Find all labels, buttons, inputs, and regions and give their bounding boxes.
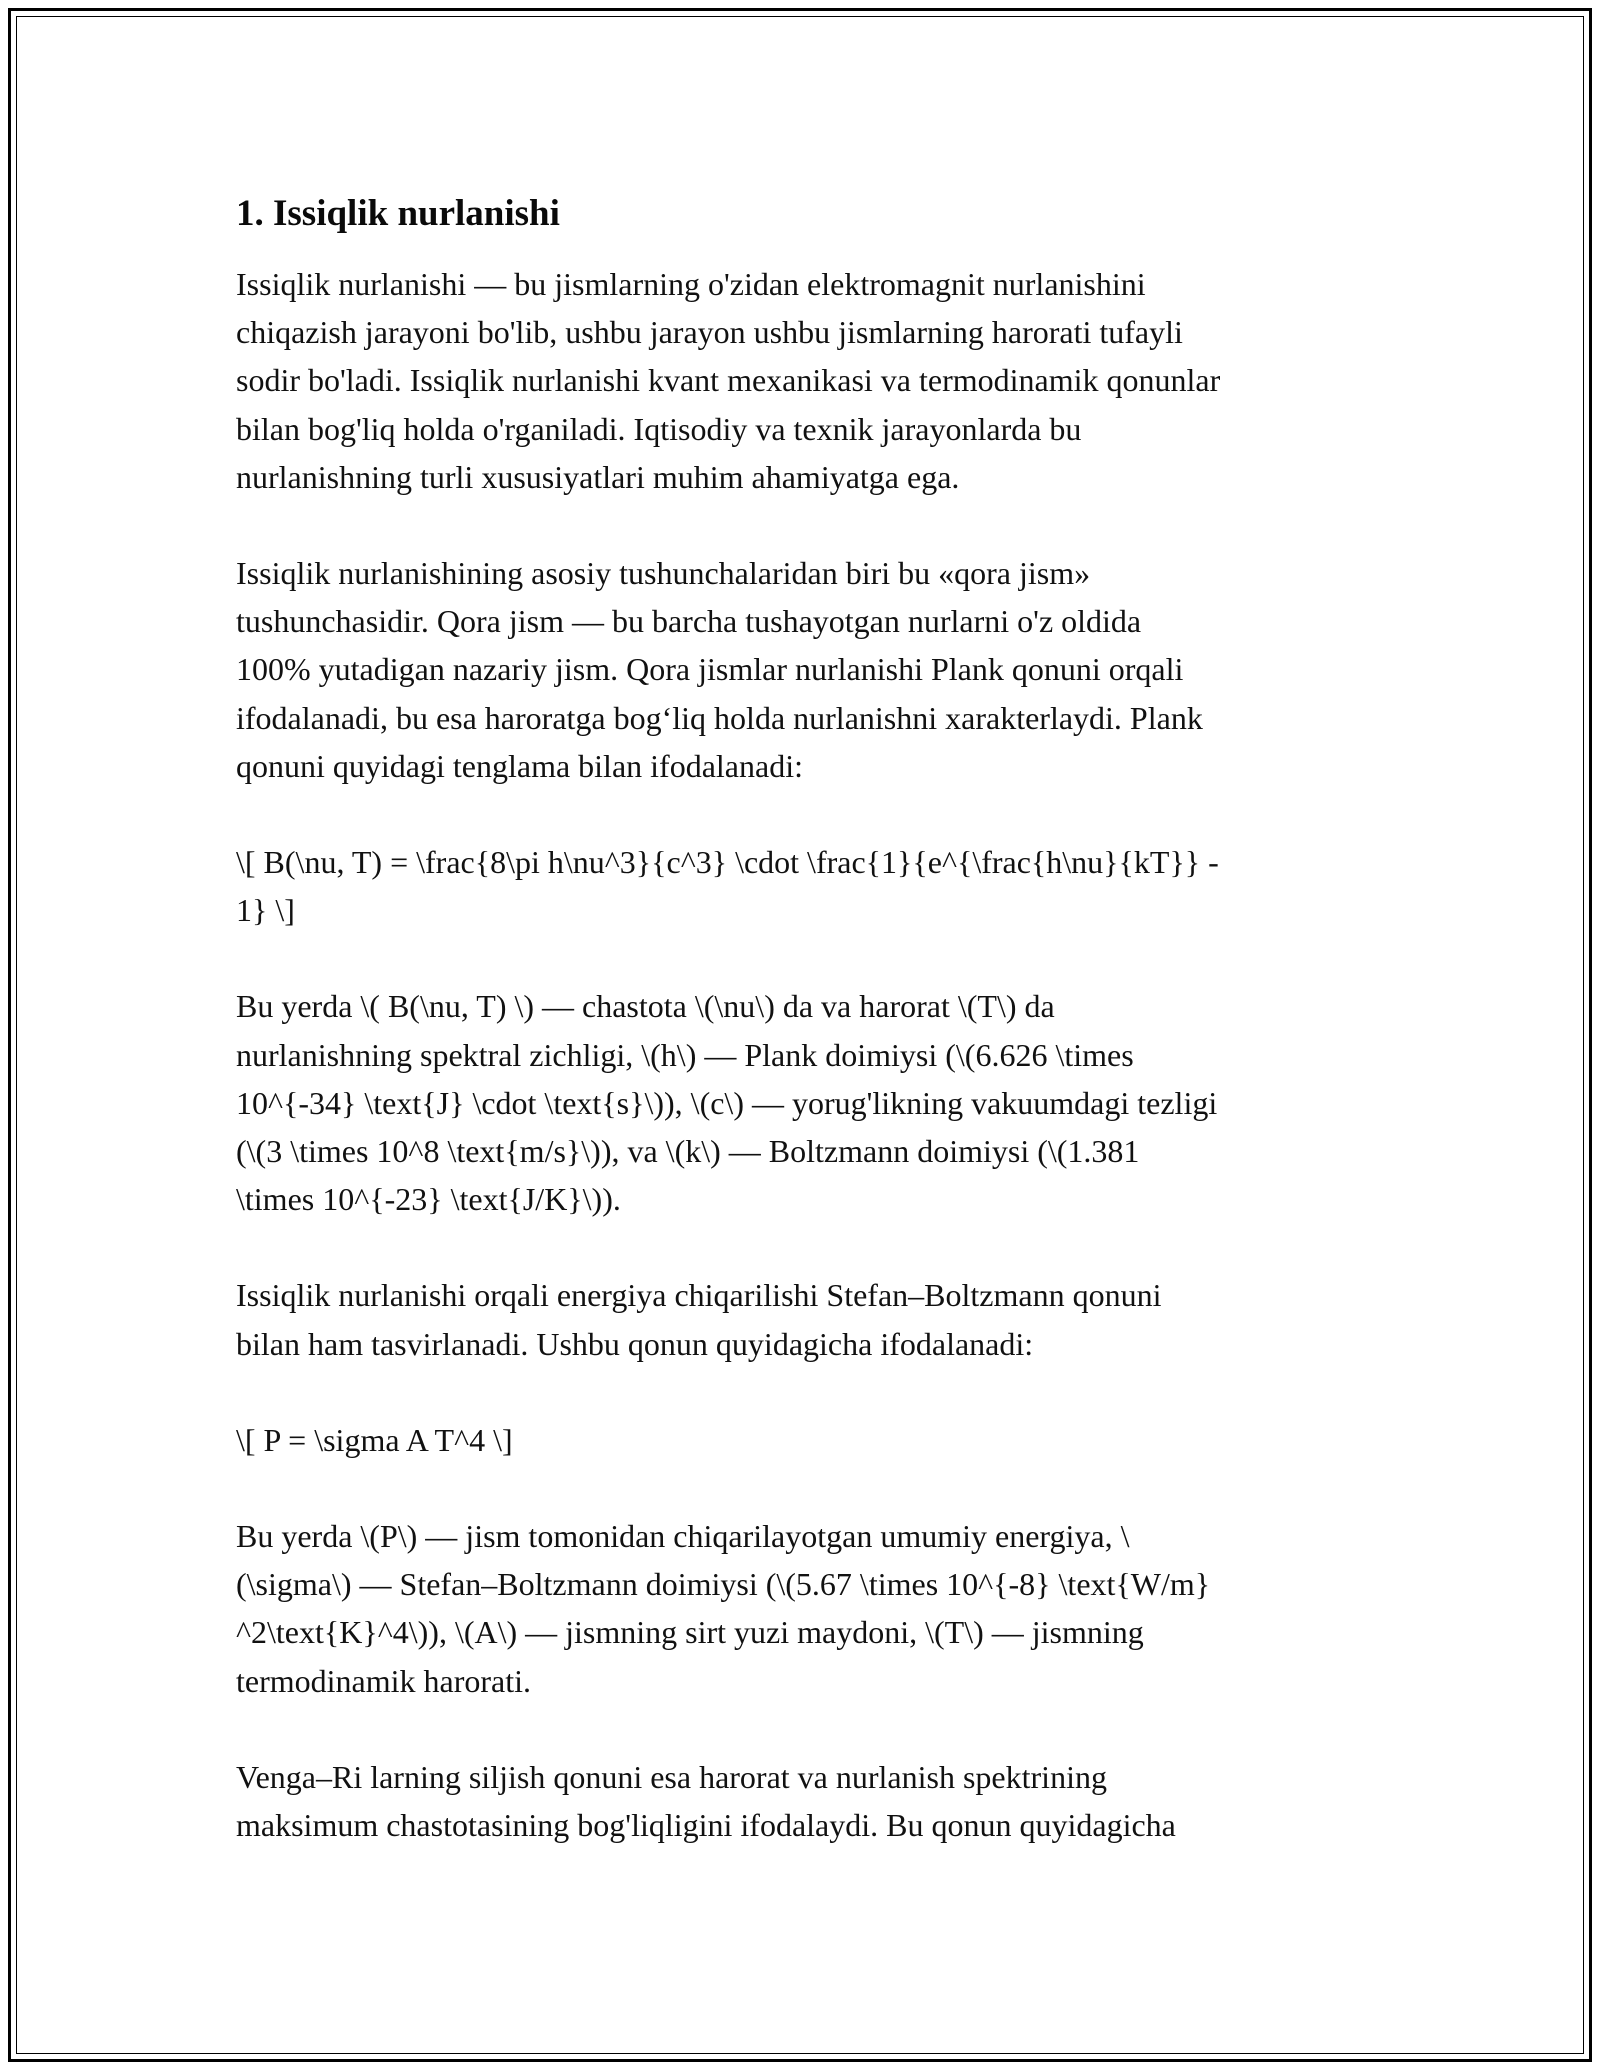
paragraph-stefan-terms: [236, 1512, 1366, 1705]
text-line: bilan bog'liq holda o'rganiladi. Iqtisodiy va texnik jarayonlarda bu: [236, 410, 1082, 447]
text-line: bilan ham tasvirlanadi. Ushbu qonun quyidagicha ifodalanadi:: [236, 1325, 1034, 1362]
formula-stefan-boltzmann: [236, 1416, 1366, 1464]
text-line: Issiqlik nurlanishi — bu jismlarning o'zidan elektromagnit nurlanishini: [236, 266, 1146, 302]
text-line: tushunchasidir. Qora jism — bu barcha tushayotgan nurlarni o'z oldida: [236, 603, 1142, 640]
text-line: (\sigma\) — Stefan–Boltzmann doimiysi (\(5.67 \times 10^{-8} \text{W/m}: [236, 1566, 1211, 1603]
paragraph-planck-terms: [236, 982, 1366, 1223]
paragraph-black-body: [236, 549, 1366, 790]
text-line: Bu yerda \(P\) — jism tomonidan chiqarilayotgan umumiy energiya, \: [236, 1518, 1130, 1555]
text-line: chiqazish jarayoni bo'lib, ushbu jarayon ushbu jismlarning harorati tufayli: [236, 314, 1183, 351]
text-line: (\(3 \times 10^8 \text{m/s}\)), va \(k\) — Boltzmann doimiysi (\(1.381: [236, 1133, 1140, 1170]
text-line: 1} \]: [236, 892, 295, 929]
text-line: 100% yutadigan nazariy jism. Qora jismlar nurlanishi Plank qonuni orqali: [236, 651, 1184, 688]
text-line: sodir bo'ladi. Issiqlik nurlanishi kvant mexanikasi va termodinamik qonunlar: [236, 362, 1221, 399]
text-line: nurlanishning spektral zichligi, \(h\) — Plank doimiysi (\(6.626 \times: [236, 1036, 1134, 1073]
paragraph-intro: [236, 260, 1366, 501]
text-line: \[ P = \sigma A T^4 \]: [236, 1421, 513, 1458]
formula-planck: [236, 838, 1366, 934]
text-line: termodinamik harorati.: [236, 1662, 532, 1699]
text-line: Issiqlik nurlanishi orqali energiya chiqarilishi Stefan–Boltzmann qonuni: [236, 1277, 1162, 1314]
text-line: \[ B(\nu, T) = \frac{8\pi h\nu^3}{c^3} \cdot \frac{1}{e^{\frac{h\nu}{kT}} -: [236, 844, 1219, 881]
text-line: Bu yerda \( B(\nu, T) \) — chastota \(\nu\) da va harorat \(T\) da: [236, 988, 1055, 1025]
text-line: ^2\text{K}^4\)), \(A\) — jismning sirt yuzi maydoni, \(T\) — jismning: [236, 1614, 1144, 1651]
text-line: qonuni quyidagi tenglama bilan ifodalanadi:: [236, 747, 803, 784]
document-body: [236, 188, 1366, 1897]
text-line: Issiqlik nurlanishining asosiy tushunchalaridan biri bu «qora jism»: [236, 555, 1091, 592]
paragraph-wien: [236, 1753, 1366, 1849]
text-line: 10^{-34} \text{J} \cdot \text{s}\)), \(c\) — yorug'likning vakuumdagi tezligi: [236, 1084, 1218, 1121]
text-line: maksimum chastotasining bog'liqligini ifodalaydi. Bu qonun quyidagicha: [236, 1807, 1176, 1844]
text-line: ifodalanadi, bu esa haroratga bog‘liq holda nurlanishni xarakterlaydi. Plank: [236, 699, 1203, 736]
section-heading: 1. Issiqlik nurlanishi: [236, 193, 560, 234]
text-line: nurlanishning turli xususiyatlari muhim ahamiyatga ega.: [236, 458, 960, 495]
text-line: Venga–Ri larning siljish qonuni esa harorat va nurlanish spektrining: [236, 1758, 1107, 1795]
text-line: \times 10^{-23} \text{J/K}\)).: [236, 1181, 621, 1218]
paragraph-stefan-boltzmann: [236, 1271, 1366, 1367]
